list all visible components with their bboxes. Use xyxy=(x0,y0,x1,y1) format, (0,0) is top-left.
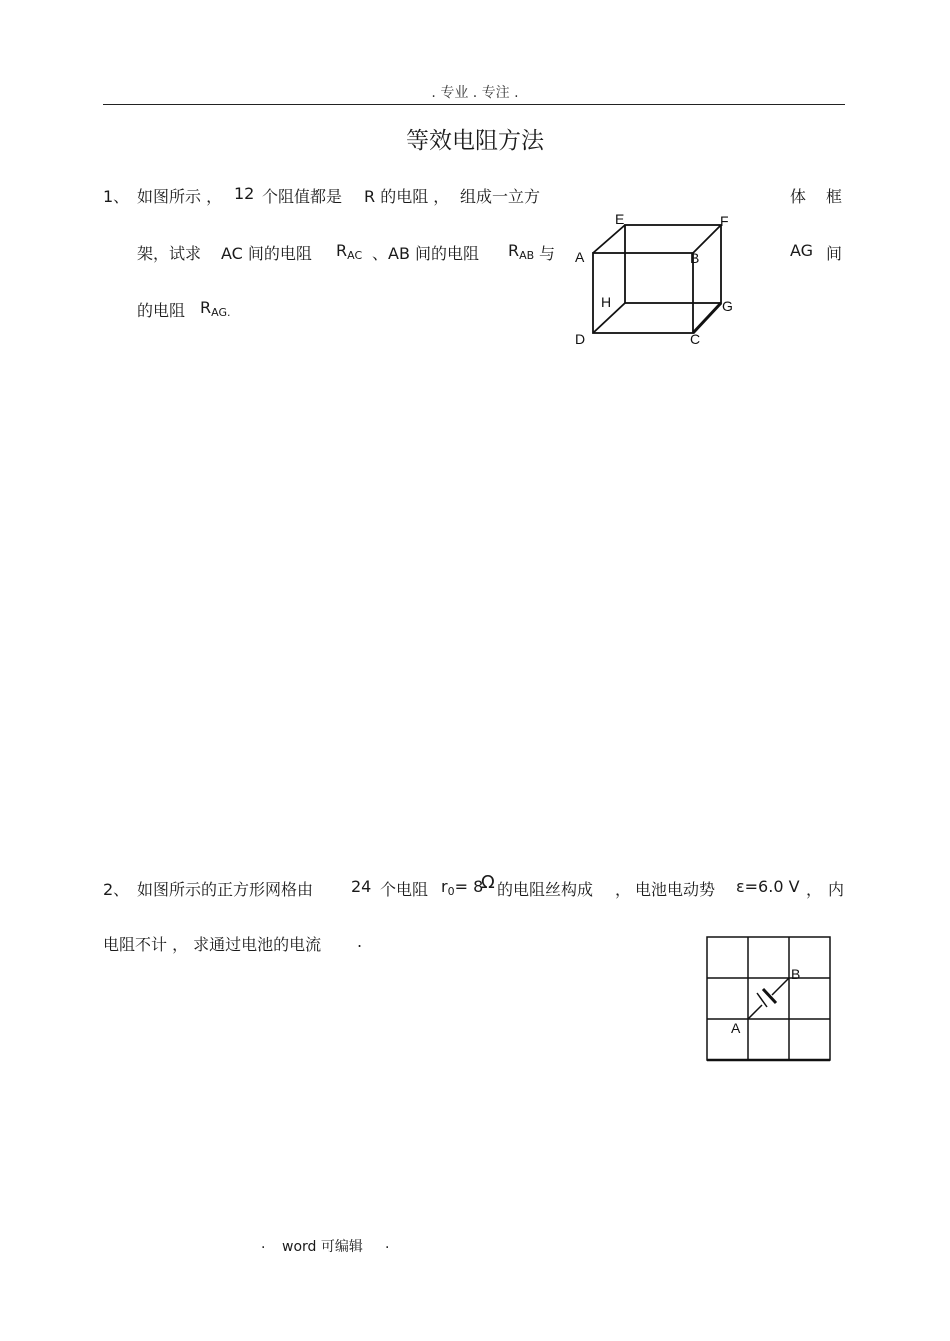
q2-text: 个电阻 xyxy=(380,880,429,899)
vertex-label-g: G xyxy=(722,298,733,314)
q1-text: 间 xyxy=(826,244,843,263)
vertex-label-d: D xyxy=(575,331,586,347)
q2-text: 电池电动势 xyxy=(635,880,716,899)
vertex-label-h: H xyxy=(601,294,612,310)
q1-text: 12 xyxy=(234,184,255,203)
node-label-a: A xyxy=(731,1020,741,1036)
q1-r-ag: $R_{AG.}$ xyxy=(200,298,231,319)
footer-dot: . xyxy=(385,1236,390,1252)
header-rule xyxy=(103,104,845,105)
q1-text: 、AB 间的电阻 xyxy=(372,244,480,263)
footer-dot: . xyxy=(261,1236,266,1252)
q1-text: AG xyxy=(790,241,814,260)
q1-text: 组成一立方 xyxy=(460,187,541,206)
vertex-label-e: E xyxy=(615,211,625,227)
cube-diagram xyxy=(565,205,745,355)
vertex-label-b: B xyxy=(690,250,700,266)
footer-text: word 可编辑 xyxy=(282,1239,363,1255)
q1-number: 1、 xyxy=(103,187,130,206)
q2-text: 如图所示的正方形网格由 xyxy=(137,880,314,899)
omega-symbol: Ω xyxy=(481,872,495,893)
q2-text: 的电阻丝构成 xyxy=(497,880,594,899)
q2-text: 24 xyxy=(351,877,372,896)
battery-icon xyxy=(757,989,776,1007)
q1-text: 框 xyxy=(826,187,843,206)
q1-text: 与 xyxy=(539,244,556,263)
q2-text: ， xyxy=(615,880,632,899)
q1-text: 如图所示 ， xyxy=(137,187,223,206)
vertex-label-f: F xyxy=(720,213,729,229)
q1-text: 个阻值都是 xyxy=(262,187,343,206)
q1-r-ab: $R_{AB}$ xyxy=(508,241,535,262)
q1-text: 的电阻 xyxy=(137,301,186,320)
q2-text: . xyxy=(357,932,363,951)
q2-emf: ε=6.0 V xyxy=(736,877,800,896)
q2-r0: $r_0= 8$ xyxy=(441,877,484,898)
q2-number: 2、 xyxy=(103,880,130,899)
q1-text: 架，试求 xyxy=(137,244,202,263)
q1-text: R 的电阻 ， xyxy=(364,187,450,206)
q2-text: 电阻不计 ， 求通过电池的电流 xyxy=(103,935,322,954)
node-label-b: B xyxy=(791,966,801,982)
q1-r-ac: $R_{AC}$ xyxy=(336,241,363,262)
vertex-label-c: C xyxy=(690,331,701,347)
q1-text: AC 间的电阻 xyxy=(221,244,312,263)
q2-text: 内 xyxy=(828,880,845,899)
grid-circuit-diagram xyxy=(700,930,840,1070)
q1-text: 体 xyxy=(790,187,807,206)
page-title: 等效电阻方法 xyxy=(406,128,544,154)
page-header: . 专业 . 专注 . xyxy=(431,85,519,101)
q2-text: ， xyxy=(806,880,823,899)
vertex-label-a: A xyxy=(575,249,585,265)
